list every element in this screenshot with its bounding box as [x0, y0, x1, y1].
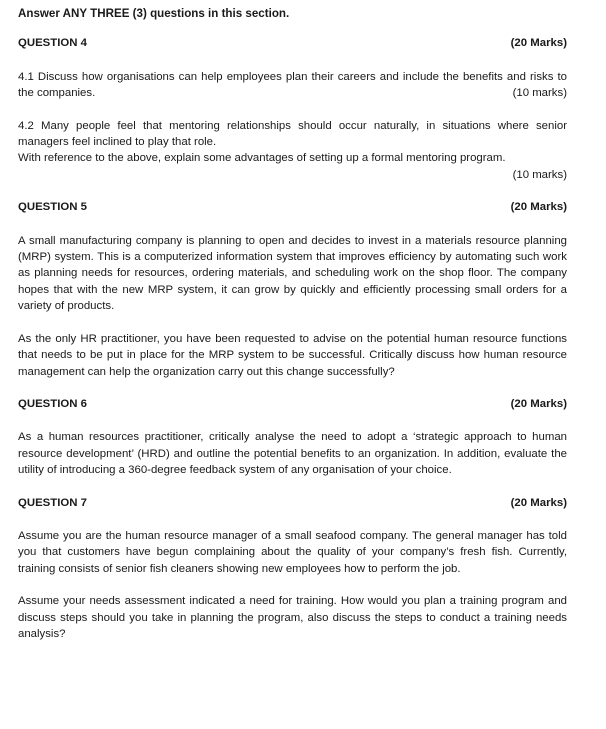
question-marks: (20 Marks) — [510, 37, 567, 50]
question-4-2-marks: (10 marks) — [512, 168, 567, 181]
question-5-paragraph-1: A small manufacturing company is planning to open and decides to invest in a materials resource planning (MRP) system. This is a computerized information system that improves efficiency by automating such work as planning needs for resources, ordering materials, and scheduling work on the shop floor. The company hopes that with the new MRP system, it can grow by quickly and efficiently processing small orders for a variety of products. — [18, 234, 567, 313]
question-4-1-text: 4.1 Discuss how organisations can help employees plan their careers and include the benefits and risks to the companies. — [18, 70, 567, 100]
question-4-1-marks: (10 marks) — [512, 87, 567, 100]
question-title: QUESTION 7 — [18, 496, 87, 509]
question-6 — [18, 396, 567, 479]
question-4-1 — [18, 69, 567, 102]
exam-page — [18, 6, 567, 642]
question-6-header — [18, 396, 567, 412]
question-5-header — [18, 199, 567, 215]
question-5 — [18, 199, 567, 380]
question-7 — [18, 495, 567, 643]
question-marks: (20 Marks) — [510, 496, 567, 509]
question-title: QUESTION 6 — [18, 397, 87, 410]
question-4 — [18, 35, 567, 183]
question-4-2-text: 4.2 Many people feel that mentoring relationships should occur naturally, in situations where senior managers feel inclined to play that role. — [18, 119, 567, 149]
question-6-paragraph-1: As a human resources practitioner, critically analyse the need to adopt a ‘strategic approach to human resource development’ (HRD) and outline the potential benefits to an organization. In addition, evaluate the utility of introducing a 360-degree feedback system of any organisation of your choice. — [18, 431, 567, 477]
question-7-paragraph-1: Assume you are the human resource manager of a small seafood company. The general manager has told you that customers have begun complaining about the quality of your company’s fresh fish. Currently, training consists of senior fish cleaners showing new employees how to perform the job. — [18, 529, 567, 575]
question-marks: (20 Marks) — [510, 397, 567, 410]
question-4-header — [18, 35, 567, 51]
question-5-paragraph-2: As the only HR practitioner, you have been requested to advise on the potential human resource functions that needs to be put in place for the MRP system to be successful. Critically discuss how human resource management can help the organization carry out this change successfully? — [18, 332, 567, 378]
section-instruction: Answer ANY THREE (3) questions in this section. — [18, 7, 290, 20]
question-7-header — [18, 495, 567, 511]
question-title: QUESTION 4 — [18, 37, 87, 50]
question-4-2-instruction: With reference to the above, explain some advantages of setting up a formal mentoring program. — [18, 152, 506, 165]
question-7-paragraph-2: Assume your needs assessment indicated a need for training. How would you plan a training program and discuss steps should you take in planning the program, also discuss the steps to conduct a training needs analysis? — [18, 595, 567, 640]
question-marks: (20 Marks) — [510, 201, 567, 214]
question-title: QUESTION 5 — [18, 201, 87, 214]
